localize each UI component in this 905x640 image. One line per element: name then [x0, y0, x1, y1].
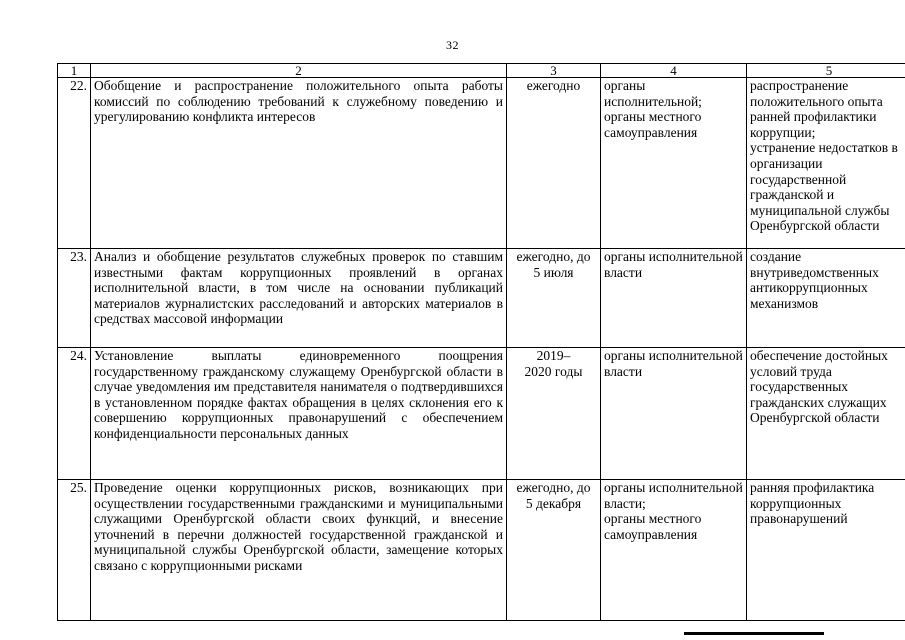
measure-cell: Обобщение и распространение положительного опыта работы комиссий по соблюдению требований к служебному поведению и урегулированию конфликта интересов [91, 78, 507, 249]
table-header-row [58, 64, 905, 78]
row-number: 23. [58, 249, 91, 348]
column-header-2: 2 [91, 64, 507, 78]
deadline-cell [507, 348, 601, 480]
deadline-line: 5 декабря [525, 495, 582, 511]
measure-cell: Проведение оценки коррупционных рисков, возникающих при осуществлении государственными гражданскими и муниципальными служащими Оренбургской области своих функций, и внесение уточнений в перечни должностей государственной гражданской и муниципальной службы Оренбургской области, замещение которых связано с коррупционными рисками [91, 480, 507, 621]
deadline-cell [507, 78, 601, 249]
deadline-line: 2020 годы [524, 363, 583, 379]
table-row [58, 78, 905, 249]
deadline-cell [507, 249, 601, 348]
executor-line: органы исполнительной власти; [604, 480, 743, 511]
deadline-cell [507, 480, 601, 621]
row-number: 25. [58, 480, 91, 621]
table-row [58, 249, 905, 348]
executor-line: органы исполнительной власти [604, 249, 743, 280]
table-row [58, 480, 905, 621]
executor-line: органы исполнительной власти [604, 348, 743, 379]
result-line: создание внутриведомственных антикоррупционных механизмов [750, 249, 879, 311]
column-header-5: 5 [747, 64, 905, 78]
result-cell [747, 78, 905, 249]
measures-table [57, 63, 905, 621]
result-line: устранение недостатков в организации государственной гражданской и муниципальной службы Оренбургской области [750, 140, 898, 234]
deadline-line: 5 июля [533, 264, 574, 280]
executor-line: органы исполнительной; [604, 78, 702, 109]
executor-line: органы местного самоуправления [604, 511, 702, 542]
result-cell [747, 480, 905, 621]
row-number: 24. [58, 348, 91, 480]
column-header-3: 3 [507, 64, 601, 78]
deadline-line: ежегодно, до [516, 249, 591, 264]
column-header-1: 1 [58, 64, 91, 78]
deadline-line: 2019– [536, 348, 571, 363]
column-header-4: 4 [601, 64, 747, 78]
measure-cell: Установление выплаты единовременного поощрения государственному гражданскому служащему Оренбургской области в случае уведомления им представителя нанимателя о подтвердившихся в установленном порядке фактах обращения в целях склонения его к совершению коррупционных правонарушений с обеспечением конфиденциальности персональных данных [91, 348, 507, 480]
executors-cell [601, 480, 747, 621]
measure-cell: Анализ и обобщение результатов служебных проверок по ставшим известными фактам коррупционных проявлений в органах исполнительной власти, в том числе на основании публикаций материалов журналистских расследований и авторских материалов в средствах массовой информации [91, 249, 507, 348]
deadline-line: ежегодно, до [516, 480, 591, 495]
deadline-line: ежегодно [526, 78, 581, 93]
executor-line: органы местного самоуправления [604, 109, 702, 140]
result-cell [747, 348, 905, 480]
executors-cell [601, 348, 747, 480]
table-row [58, 348, 905, 480]
page-number: 32 [446, 38, 459, 52]
executors-cell [601, 78, 747, 249]
result-line: обеспечение достойных условий труда государственных гражданских служащих Оренбургской области [750, 348, 888, 426]
executors-cell [601, 249, 747, 348]
bottom-rule [684, 632, 824, 635]
result-cell [747, 249, 905, 348]
row-number: 22. [58, 78, 91, 249]
result-line: ранняя профилактика коррупционных правонарушений [750, 480, 875, 527]
result-line: распространение положительного опыта ранней профилактики коррупции; [750, 78, 883, 140]
